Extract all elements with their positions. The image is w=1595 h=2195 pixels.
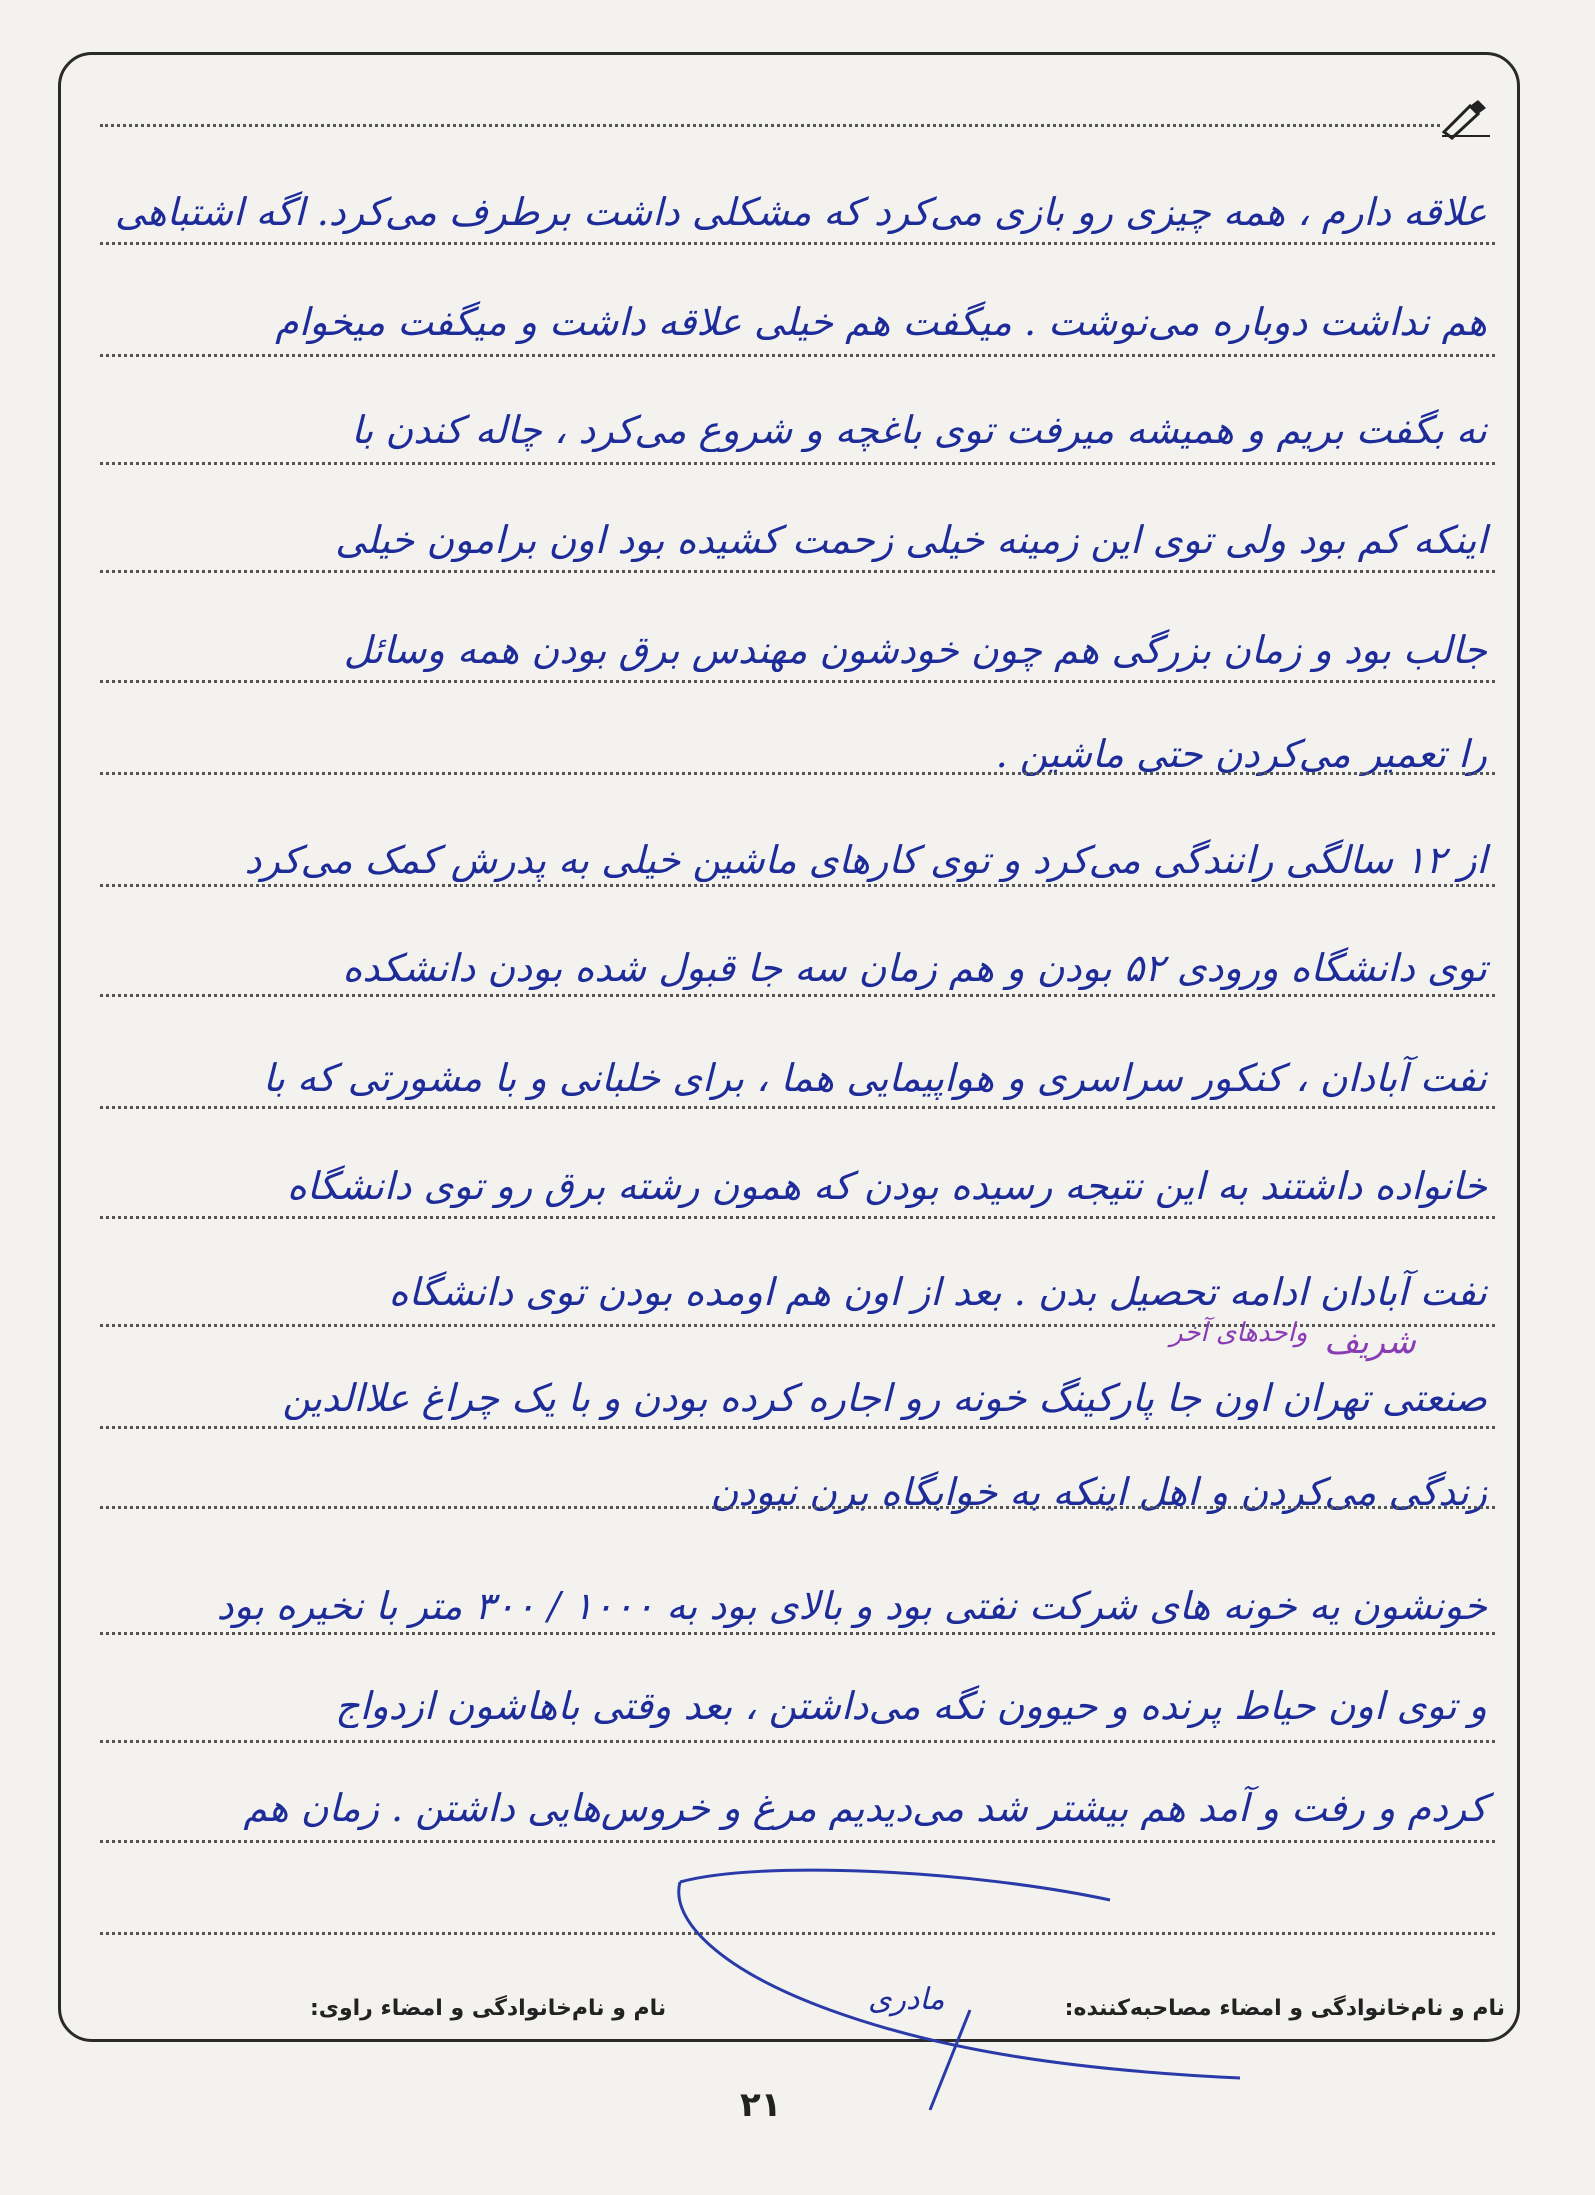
top-rule bbox=[100, 124, 1440, 127]
rule-14 bbox=[100, 1632, 1495, 1635]
rule-1 bbox=[100, 242, 1495, 245]
text-line-12: صنعتی تهران اون جا پارکینگ خونه رو اجاره کرده بودن و با یک چراغ علاالدین bbox=[282, 1376, 1487, 1420]
rule-9 bbox=[100, 1106, 1495, 1109]
rule-13 bbox=[100, 1506, 1495, 1509]
text-line-9: نفت آبادان ، کنکور سراسری و هواپیمایی هما ، برای خلبانی و با مشورتی که با bbox=[262, 1056, 1487, 1100]
rule-16 bbox=[100, 1840, 1495, 1843]
text-line-5: جالب بود و زمان بزرگی هم چون خودشون مهندس برق بودن همه وسائل bbox=[343, 628, 1487, 672]
rule-12 bbox=[100, 1426, 1495, 1429]
correction-insert: شریف bbox=[1324, 1322, 1416, 1362]
page-border bbox=[58, 52, 1520, 2042]
rule-4 bbox=[100, 570, 1495, 573]
text-line-14: خونشون یه خونه های شرکت نفتی بود و بالای بود به ۱۰۰۰ / ۳۰۰ متر با نخیره بود bbox=[216, 1584, 1487, 1628]
rule-15 bbox=[100, 1740, 1495, 1743]
text-line-1: علاقه دارم ، همه چیزی رو بازی می‌کرد که مشکلی داشت برطرف می‌کرد. اگه اشتباهی bbox=[114, 190, 1487, 234]
text-line-3: نه بگفت بریم و همیشه میرفت توی باغچه و شروع می‌کرد ، چاله کندن با bbox=[351, 408, 1487, 452]
text-line-11: نفت آبادان ادامه تحصیل بدن . بعد از اون هم اومده بودن توی دانشگاه bbox=[388, 1270, 1487, 1314]
pen-writing-icon bbox=[1440, 96, 1500, 140]
page-number: ۲۱ bbox=[740, 2085, 782, 2125]
text-line-10: خانواده داشتند به این نتیجه رسیده بودن که همون رشته برق رو توی دانشگاه bbox=[286, 1164, 1487, 1208]
text-line-13: زندگی می‌کردن و اهل اینکه به خوابگاه برن نبودن bbox=[710, 1470, 1487, 1514]
text-line-7: از ۱۲ سالگی رانندگی می‌کرد و توی کارهای ماشین خیلی به پدرش کمک می‌کرد bbox=[244, 838, 1487, 882]
text-line-4: اینکه کم بود ولی توی این زمینه خیلی زحمت کشیده بود اون برامون خیلی bbox=[335, 518, 1487, 562]
rule-3 bbox=[100, 462, 1495, 465]
interviewer-signature-label: نام و نام‌خانوادگی و امضاء مصاحبه‌کننده: bbox=[1064, 1996, 1505, 2021]
interviewer-signature: مادری bbox=[868, 1982, 945, 2017]
rule-5 bbox=[100, 680, 1495, 683]
correction-insert-note: واحدهای آخر bbox=[1170, 1318, 1308, 1348]
text-line-6: را تعمیر می‌کردن حتی ماشین . bbox=[995, 732, 1487, 776]
rule-10 bbox=[100, 1216, 1495, 1219]
rule-2 bbox=[100, 354, 1495, 357]
rule-6 bbox=[100, 772, 1495, 775]
rule-7 bbox=[100, 884, 1495, 887]
narrator-signature-label: نام و نام‌خانوادگی و امضاء راوی: bbox=[310, 1996, 667, 2021]
text-line-16: کردم و رفت و آمد هم بیشتر شد می‌دیدیم مرغ و خروس‌هایی داشتن . زمان هم bbox=[243, 1786, 1487, 1830]
text-line-15: و توی اون حیاط پرنده و حیوون نگه می‌داشتن ، بعد وقتی باهاشون ازدواج bbox=[335, 1684, 1487, 1728]
signature-stroke bbox=[640, 1860, 1260, 2120]
rule-8 bbox=[100, 994, 1495, 997]
text-line-8: توی دانشگاه ورودی ۵۲ بودن و هم زمان سه جا قبول شده بودن دانشکده bbox=[342, 946, 1487, 990]
text-line-2: هم نداشت دوباره می‌نوشت . میگفت هم خیلی علاقه داشت و میگفت میخوام bbox=[275, 300, 1487, 344]
